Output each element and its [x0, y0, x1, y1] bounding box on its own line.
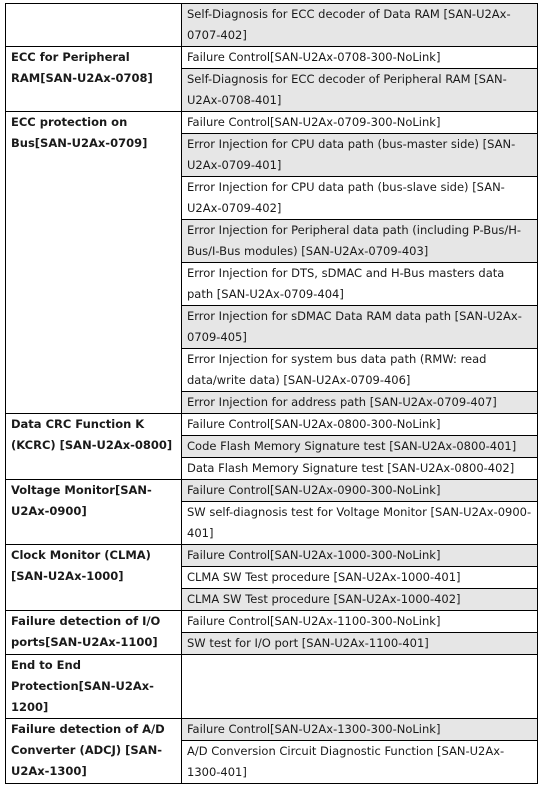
feature-cell: Data CRC Function K (KCRC) [SAN-U2Ax-0800] [6, 414, 182, 480]
mechanism-cell: Code Flash Memory Signature test [SAN-U2Ax-0800-401] [182, 436, 538, 458]
mechanism-cell: Self-Diagnosis for ECC decoder of Data RAM [SAN-U2Ax-0707-402] [182, 4, 538, 47]
safety-mechanism-table [5, 3, 538, 784]
mechanism-cell: Failure Control[SAN-U2Ax-1300-300-NoLink] [182, 719, 538, 741]
table-row [6, 719, 538, 741]
mechanism-cell: Self-Diagnosis for ECC decoder of Peripheral RAM [SAN-U2Ax-0708-401] [182, 69, 538, 112]
mechanism-cell: Error Injection for Peripheral data path (including P-Bus/H-Bus/I-Bus modules) [SAN-U2Ax-0709-403] [182, 220, 538, 263]
table-row [6, 655, 538, 719]
table-row [6, 4, 538, 47]
feature-cell: ECC protection on Bus[SAN-U2Ax-0709] [6, 112, 182, 414]
mechanism-cell: Error Injection for address path [SAN-U2Ax-0709-407] [182, 392, 538, 414]
table-row [6, 414, 538, 436]
mechanism-cell: Failure Control[SAN-U2Ax-0900-300-NoLink] [182, 480, 538, 502]
table-row [6, 611, 538, 633]
mechanism-cell: Error Injection for sDMAC Data RAM data path [SAN-U2Ax-0709-405] [182, 306, 538, 349]
mechanism-cell [182, 655, 538, 719]
feature-cell: Clock Monitor (CLMA) [SAN-U2Ax-1000] [6, 545, 182, 611]
feature-cell [6, 4, 182, 47]
mechanism-cell: A/D Conversion Circuit Diagnostic Function [SAN-U2Ax-1300-401] [182, 741, 538, 784]
mechanism-cell: Failure Control[SAN-U2Ax-0800-300-NoLink] [182, 414, 538, 436]
mechanism-cell: Failure Control[SAN-U2Ax-0709-300-NoLink] [182, 112, 538, 134]
table-row [6, 47, 538, 69]
mechanism-cell: Failure Control[SAN-U2Ax-1000-300-NoLink] [182, 545, 538, 567]
table-row [6, 480, 538, 502]
mechanism-cell: SW self-diagnosis test for Voltage Monitor [SAN-U2Ax-0900-401] [182, 502, 538, 545]
feature-cell: Voltage Monitor[SAN-U2Ax-0900] [6, 480, 182, 545]
mechanism-cell: Error Injection for CPU data path (bus-master side) [SAN-U2Ax-0709-401] [182, 134, 538, 177]
feature-cell: ECC for Peripheral RAM[SAN-U2Ax-0708] [6, 47, 182, 112]
feature-cell: Failure detection of I/O ports[SAN-U2Ax-1100] [6, 611, 182, 655]
mechanism-cell: CLMA SW Test procedure [SAN-U2Ax-1000-401] [182, 567, 538, 589]
table-row [6, 545, 538, 567]
mechanism-cell: Error Injection for DTS, sDMAC and H-Bus masters data path [SAN-U2Ax-0709-404] [182, 263, 538, 306]
mechanism-cell: Error Injection for CPU data path (bus-slave side) [SAN-U2Ax-0709-402] [182, 177, 538, 220]
feature-cell: End to End Protection[SAN-U2Ax-1200] [6, 655, 182, 719]
mechanism-cell: Data Flash Memory Signature test [SAN-U2Ax-0800-402] [182, 458, 538, 480]
table-body [6, 4, 538, 784]
mechanism-cell: SW test for I/O port [SAN-U2Ax-1100-401] [182, 633, 538, 655]
feature-cell: Failure detection of A/D Converter (ADCJ) [SAN-U2Ax-1300] [6, 719, 182, 784]
mechanism-cell: CLMA SW Test procedure [SAN-U2Ax-1000-402] [182, 589, 538, 611]
mechanism-cell: Failure Control[SAN-U2Ax-0708-300-NoLink] [182, 47, 538, 69]
table-row [6, 112, 538, 134]
mechanism-cell: Error Injection for system bus data path (RMW: read data/write data) [SAN-U2Ax-0709-406] [182, 349, 538, 392]
mechanism-cell: Failure Control[SAN-U2Ax-1100-300-NoLink] [182, 611, 538, 633]
